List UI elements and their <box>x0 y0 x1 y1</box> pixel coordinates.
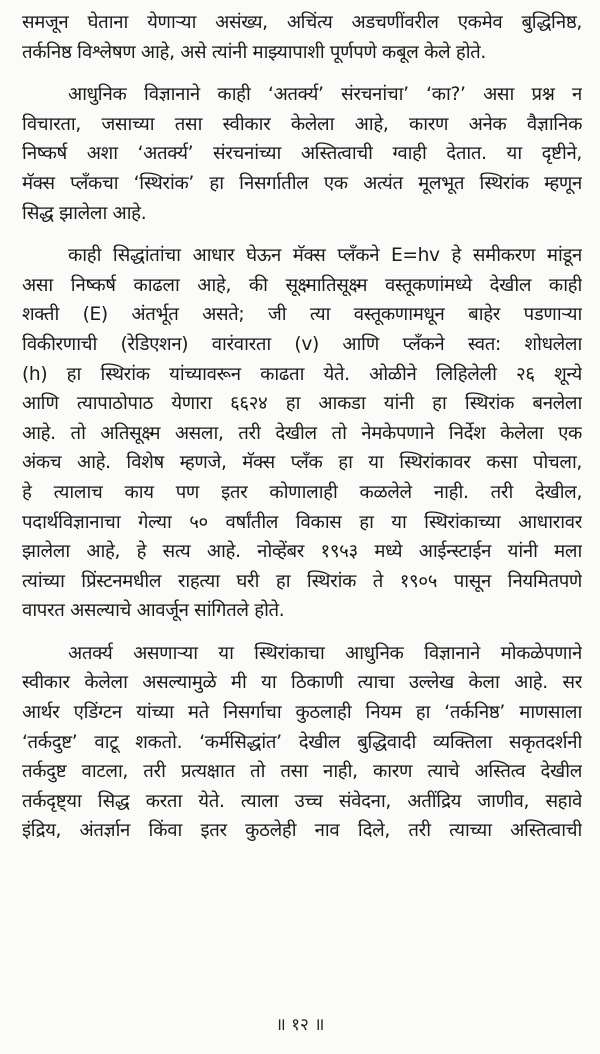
paragraph-2 <box>22 80 582 228</box>
text-line: शक्ती (E) अंतर्भूत असते; जी त्या वस्तूकणामधून बाहेर पडणाऱ्या <box>22 304 582 326</box>
text-line: काही सिद्धांतांचा आधार घेऊन मॅक्स प्लँकने E=hv हे समीकरण मांडून <box>68 245 582 267</box>
text-line: हे त्यालाच काय पण इतर कोणालाही कळलेले नाही. तरी देखील, <box>22 481 582 503</box>
text-line: स्वीकार केलेला असल्यामुळे मी या ठिकाणी त्याचा उल्लेख केला आहे. सर <box>22 672 582 694</box>
text-line: तर्कनिष्ठ विश्लेषण आहे, असे त्यांनी माझ्यापाशी पूर्णपणे कबूल केले होते. <box>22 41 486 63</box>
text-line: आर्थर एडिंग्टन यांच्या मते निसर्गाचा कुठलाही नियम हा ‘तर्कनिष्ठ’ माणसाला <box>22 702 582 724</box>
paragraph-4 <box>22 639 582 846</box>
text-line: सिद्ध झालेला आहे. <box>22 202 147 224</box>
text-line: विकीरणाची (रेडिएशन) वारंवारता (v) आणि प्लँकने स्वत: शोधलेला <box>22 333 582 355</box>
text-line: ‘तर्कदुष्ट’ वाटू शकतो. ‘कर्मसिद्धांत’ देखील बुद्धिवादी व्यक्तिला सकृतदर्शनी <box>22 731 582 753</box>
text-line: पदार्थविज्ञानाचा गेल्या ५० वर्षांतील विकास हा या स्थिरांकाच्या आधारावर <box>22 511 582 533</box>
text-line: आधुनिक विज्ञानाने काही ‘अतर्क्य’ संरचनांचा’ ‘का?’ असा प्रश्न न <box>68 84 582 106</box>
text-line: वापरत असल्याचे आवर्जून सांगितले होते. <box>22 600 285 622</box>
text-line: असा निष्कर्ष काढला आहे, की सूक्ष्मातिसूक्ष्म वस्तूकणांमध्ये देखील काही <box>22 274 582 296</box>
text-line: त्यांच्या प्रिंस्टनमधील राहत्या घरी हा स्थिरांक ते १९०५ पासून नियमितपणे <box>22 570 582 592</box>
paragraph-3 <box>22 241 582 626</box>
page-number: ॥ १२ ॥ <box>275 1015 325 1035</box>
text-line: अंकच आहे. विशेष म्हणजे, मॅक्स प्लँक हा या स्थिरांकावर कसा पोचला, <box>22 452 582 474</box>
text-line: अतर्क्य असणाऱ्या या स्थिरांकाचा आधुनिक विज्ञानाने मोकळेपणाने <box>68 642 582 664</box>
text-line: तर्कदुष्ट वाटला, तरी प्रत्यक्षात तो तसा नाही, कारण त्याचे अस्तित्व देखील <box>22 761 582 783</box>
text-line: तर्कदृष्ट्या सिद्ध करता येते. त्याला उच्च संवेदना, अतींद्रिय जाणीव, सहावे <box>22 790 582 812</box>
text-line: समजून घेताना येणाऱ्या असंख्य, अचिंत्य अडचणींवरील एकमेव बुद्धिनिष्ठ, <box>22 12 582 33</box>
text-line: विचारता, जसाच्या तसा स्वीकार केलेला आहे, कारण अनेक वैज्ञानिक <box>22 113 582 135</box>
text-line: (h) हा स्थिरांक यांच्यावरून काढता येते. ओळीने लिहिलेली २६ शून्ये <box>22 363 582 385</box>
text-line: निष्कर्ष अशा ‘अतर्क्य’ संरचनांच्या अस्तित्वाची ग्वाही देतात. या दृष्टीने, <box>22 143 582 165</box>
text-line: इंद्रिय, अंतर्ज्ञान किंवा इतर कुठलेही नाव दिले, तरी त्याच्या अस्तित्वाची <box>22 820 582 842</box>
text-line: मॅक्स प्लँकचा ‘स्थिरांक’ हा निसर्गातील एक अत्यंत मूलभूत स्थिरांक म्हणून <box>22 172 582 194</box>
paragraph-1 <box>22 8 582 67</box>
text-line: आणि त्यापाठोपाठ येणारा ६६२४ हा आकडा यांनी हा स्थिरांक बनलेला <box>22 393 582 415</box>
page-body <box>22 8 582 859</box>
text-line: झालेला आहे, हे सत्य आहे. नोव्हेंबर १९५३ मध्ये आईन्स्टाईन यांनी मला <box>22 541 582 563</box>
text-line: आहे. तो अतिसूक्ष्म असला, तरी देखील तो नेमकेपणाने निर्देश केलेला एक <box>22 422 582 444</box>
